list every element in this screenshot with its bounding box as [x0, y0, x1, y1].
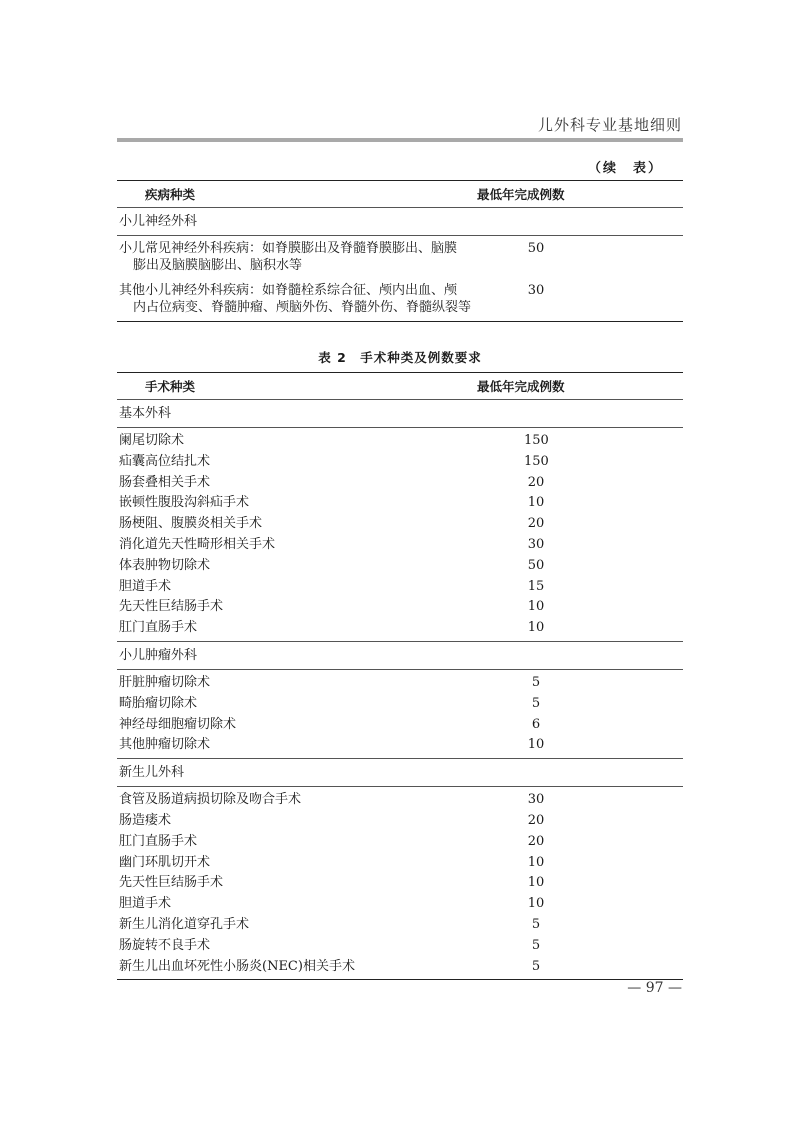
row-value: 5 — [531, 695, 541, 711]
header-rule — [117, 138, 683, 142]
table-2-col1-header: 手术种类 — [145, 379, 196, 394]
row-value: 50 — [527, 241, 545, 256]
table-row — [117, 618, 683, 642]
row-label: 肝脏肿瘤切除术 — [119, 674, 211, 690]
row-label: 肠造瘘术 — [119, 812, 172, 828]
table-row — [117, 790, 683, 811]
row-label: 嵌顿性腹股沟斜疝手术 — [119, 495, 250, 511]
row-label: 幽门环肌切开术 — [119, 854, 211, 870]
row-label: 肠梗阻、腹膜炎相关手术 — [119, 516, 263, 532]
table-row — [117, 556, 683, 577]
row-value: 5 — [531, 937, 541, 953]
table-2 — [117, 372, 683, 980]
row-label: 新生儿出血坏死性小肠炎(NEC)相关手术 — [119, 958, 355, 974]
page-number: — 97 — — [627, 980, 682, 996]
table-row — [117, 915, 683, 936]
row-value: 6 — [531, 716, 541, 732]
row-label: 先天性巨结肠手术 — [119, 875, 224, 891]
table-1-category: 小儿神经外科 — [117, 208, 683, 236]
row-value: 10 — [527, 737, 545, 753]
table-2-category: 新生儿外科 — [117, 759, 683, 787]
row-label: 神经母细胞瘤切除术 — [119, 716, 237, 732]
table-2-category: 小儿肿瘤外科 — [117, 642, 683, 670]
table-row — [117, 577, 683, 598]
row-value: 150 — [524, 433, 549, 448]
table-row — [117, 431, 683, 452]
table-row — [117, 452, 683, 473]
row-label: 疝囊高位结扎术 — [119, 453, 211, 469]
row-label: 食管及肠道病损切除及吻合手术 — [119, 792, 302, 808]
continued-label: （续 表） — [587, 161, 663, 176]
row-value: 50 — [527, 557, 545, 573]
row-label: 肠套叠相关手术 — [119, 474, 211, 490]
row-label: 体表肿物切除术 — [119, 557, 211, 573]
row-label: 肛门直肠手术 — [119, 833, 198, 849]
row-label-line2: 膨出及脑膜脑膨出、脑积水等 — [133, 258, 303, 273]
row-label: 阑尾切除术 — [119, 433, 185, 448]
table-row — [117, 957, 683, 981]
table-2-category: 基本外科 — [117, 400, 683, 428]
row-label-line1: 小儿常见神经外科疾病：如脊膜膨出及脊髓脊膜膨出、脑膜 — [119, 241, 458, 256]
table-1-header — [117, 180, 683, 208]
row-value: 10 — [527, 599, 545, 615]
table-row — [117, 811, 683, 832]
row-label: 胆道手术 — [119, 896, 172, 912]
row-value: 20 — [527, 516, 545, 532]
row-value: 5 — [531, 958, 541, 974]
row-label: 消化道先天性畸形相关手术 — [119, 536, 276, 552]
table-row — [117, 514, 683, 535]
row-label: 先天性巨结肠手术 — [119, 599, 224, 615]
table-row — [117, 853, 683, 874]
row-value: 20 — [527, 812, 545, 828]
table-row — [117, 715, 683, 736]
row-value: 20 — [527, 474, 545, 490]
row-label: 肠旋转不良手术 — [119, 937, 211, 953]
table-1 — [117, 180, 683, 322]
row-value: 30 — [527, 536, 545, 552]
row-value: 10 — [527, 495, 545, 511]
row-value: 10 — [527, 854, 545, 870]
row-value: 5 — [531, 674, 541, 690]
table-row — [117, 493, 683, 514]
row-label: 其他肿瘤切除术 — [119, 737, 211, 753]
table-row — [117, 673, 683, 694]
row-value: 30 — [527, 792, 545, 808]
table-row — [117, 597, 683, 618]
table-row — [117, 873, 683, 894]
row-value: 10 — [527, 875, 545, 891]
row-value: 5 — [531, 916, 541, 932]
row-value: 150 — [524, 453, 549, 469]
row-label: 胆道手术 — [119, 578, 172, 594]
row-value: 20 — [527, 833, 545, 849]
row-value: 10 — [527, 620, 545, 636]
table-row — [117, 535, 683, 556]
table-row — [117, 473, 683, 494]
row-label-line2: 内占位病变、脊髓肿瘤、颅脑外伤、脊髓外伤、脊髓纵裂等 — [133, 300, 472, 315]
table-row — [117, 735, 683, 759]
table-row — [117, 894, 683, 915]
table-1-col1-header: 疾病种类 — [145, 187, 196, 202]
table-2-col2-header: 最低年完成例数 — [477, 379, 565, 394]
row-label: 肛门直肠手术 — [119, 620, 198, 636]
row-label: 畸胎瘤切除术 — [119, 695, 198, 711]
table-2-caption: 表 2 手术种类及例数要求 — [318, 350, 482, 365]
row-value: 15 — [527, 578, 545, 594]
row-value: 10 — [527, 896, 545, 912]
row-value: 30 — [527, 283, 545, 298]
row-label-line1: 其他小儿神经外科疾病：如脊髓栓系综合征、颅内出血、颅 — [119, 283, 458, 298]
row-label: 新生儿消化道穿孔手术 — [119, 916, 250, 932]
running-head: 儿外科专业基地细则 — [537, 116, 682, 134]
table-row — [117, 236, 683, 274]
table-row — [117, 832, 683, 853]
table-row — [117, 694, 683, 715]
table-row — [117, 936, 683, 957]
table-row — [117, 274, 683, 322]
table-1-col2-header: 最低年完成例数 — [477, 187, 565, 202]
table-2-header — [117, 372, 683, 400]
